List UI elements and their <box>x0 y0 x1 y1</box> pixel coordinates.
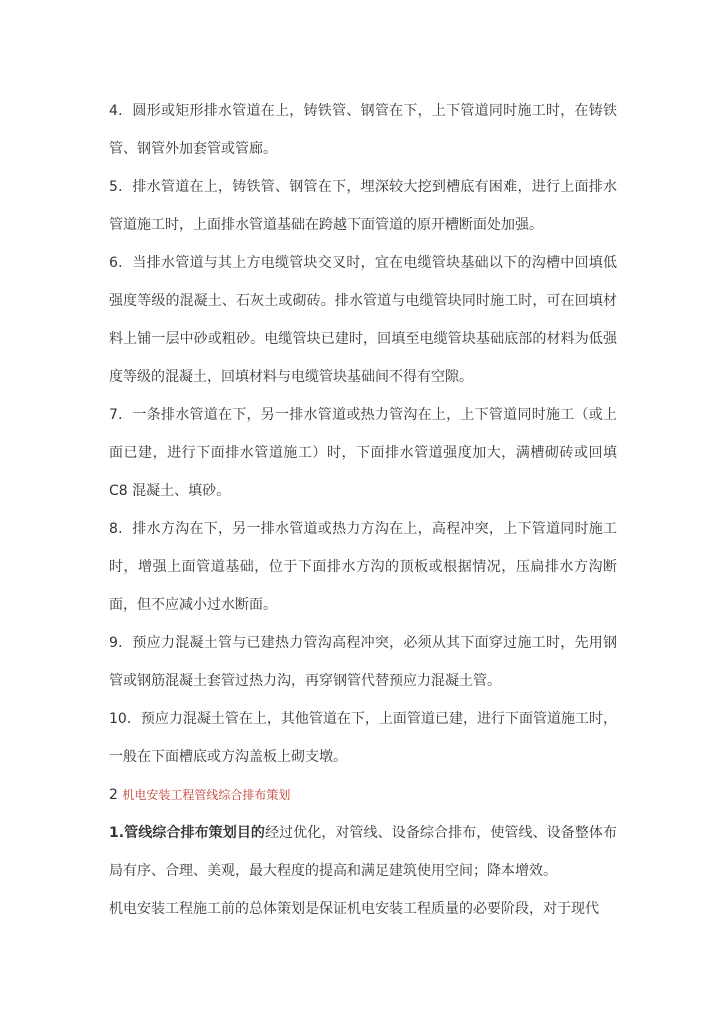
section-title: 机电安装工程管线综合排布策划 <box>122 788 291 802</box>
paragraph-item-9: 9．预应力混凝土管与已建热力管沟高程冲突，必须从其下面穿过施工时，先用钢管或钢筋混凝土套管过热力沟，再穿钢管代替预应力混凝土管。 <box>109 635 617 689</box>
last-paragraph: 机电安装工程施工前的总体策划是保证机电安装工程质量的必要阶段，对于现代 <box>109 901 599 917</box>
point-1-text: 经过优化，对管线、设备综合排布，使管线、设备整体布局有序、合理、美观，最大程度的提高和满足建筑使用空间；降本增效。 <box>109 825 617 879</box>
paragraph-item-6: 6．当排水管道与其上方电缆管块交叉时，宜在电缆管块基础以下的沟槽中回填低强度等级的混凝土、石灰土或砌砖。排水管道与电缆管块同时施工时，可在回填材料上铺一层中砂或粗砂。电缆管块已建时，回填至电缆管块基础底部的材料为低强度等级的混凝土，回填材料与电缆管块基础间不得有空隙。 <box>109 255 617 385</box>
document-body <box>109 92 617 928</box>
paragraph-item-4: 4．圆形或矩形排水管道在上，铸铁管、钢管在下，上下管道同时施工时，在铸铁管、钢管外加套管或管廊。 <box>109 103 617 157</box>
point-1-paragraph <box>109 814 617 890</box>
paragraph-item-5: 5．排水管道在上，铸铁管、钢管在下，埋深较大挖到槽底有困难，进行上面排水管道施工时，上面排水管道基础在跨越下面管道的原开槽断面处加强。 <box>109 179 617 233</box>
section-number: 2 <box>109 787 118 803</box>
paragraph-item-10: 10．预应力混凝土管在上，其他管道在下，上面管道已建，进行下面管道施工时，一般在下面槽底或方沟盖板上砌支墩。 <box>109 711 617 765</box>
paragraph-item-8: 8．排水方沟在下，另一排水管道或热力方沟在上，高程冲突，上下管道同时施工时，增强上面管道基础，位于下面排水方沟的顶板或根据情况，压扁排水方沟断面，但不应减小过水断面。 <box>109 521 617 613</box>
point-1-heading: 1.管线综合排布策划目的 <box>109 825 265 841</box>
paragraph-item-7: 7．一条排水管道在下，另一排水管道或热力管沟在上，上下管道同时施工（或上面已建，进行下面排水管道施工）时，下面排水管道强度加大，满槽砌砖或回填 C8 混凝土、填砂。 <box>109 407 617 499</box>
section-heading <box>109 776 617 814</box>
